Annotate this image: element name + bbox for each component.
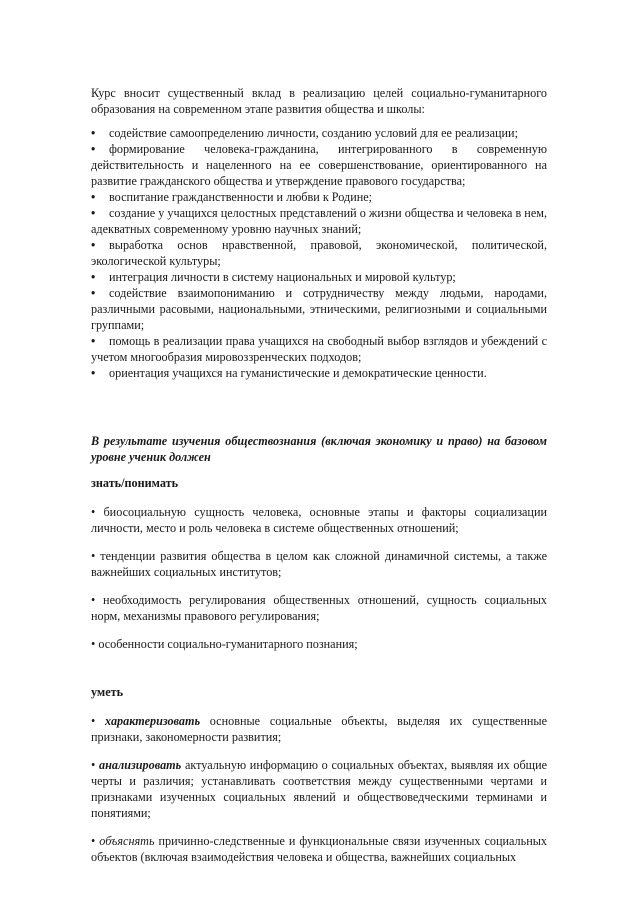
list-item [91,333,547,365]
goals-list [91,125,547,381]
list-item [91,365,547,381]
goal-text: помощь в реализации права учащихся на свободный выбор взглядов и убеждений с учетом многообразия мировоззренческих подходов; [91,334,547,364]
goal-text: ориентация учащихся на гуманистические и демократические ценности. [109,366,487,380]
goal-text: содействие самоопределению личности, созданию условий для ее реализации; [109,126,518,140]
know-item: • биосоциальную сущность человека, основные этапы и факторы социализации личности, место и роль человека в системе общественных отношений; [91,505,547,535]
bullet-icon: • [91,190,96,204]
can-heading: уметь [91,685,124,699]
bullet-icon: • [91,270,96,284]
goal-text: создание у учащихся целостных представлений о жизни общества и человека в нем, адекватных современному уровню научных знаний; [91,206,547,236]
list-item [91,125,547,141]
intro-paragraph: Курс вносит существенный вклад в реализацию целей социально-гуманитарного образования на современном этапе развития общества и школы: [91,86,547,116]
list-item [91,141,547,189]
list-item [91,237,547,269]
section-gap [91,664,547,684]
bullet-icon: • [91,126,96,140]
goal-text: содействие взаимопониманию и сотрудничеству между людьми, народами, различными расовыми, национальными, этническими, религиозными и социальными группами; [91,286,547,332]
list-item [91,189,547,205]
item-text: актуальную информацию о социальных объектах, выявляя их общие черты и различия; устанавливать соответствия между существенными чертами и признаками изученных социальных явлений и обществоведческими терминами и понятиями; [91,758,547,820]
know-heading: знать/понимать [91,476,179,490]
item-bullet: • [91,834,100,848]
bullet-icon: • [91,334,96,348]
goal-text: формирование человека-гражданина, интегрированного в современную действительность и нацеленного на ее совершенствование, ориентированного на развитие гражданского общества и утверждение правового государства; [91,142,547,188]
know-item: • тенденции развития общества в целом как сложной динамичной системы, а также важнейших социальных институтов; [91,549,547,579]
item-keyword: объяснять [99,834,155,848]
can-item [91,757,547,821]
list-item [91,205,547,237]
bullet-icon: • [91,206,96,220]
item-bullet: • [91,714,106,728]
list-item [91,285,547,333]
bullet-icon: • [91,366,96,380]
item-text: основные социальные объекты, выделяя их существенные признаки, закономерности развития; [91,714,547,744]
goal-text: интеграция личности в систему национальных и мировой культур; [109,270,456,284]
item-text: причинно-следственные и функциональные связи изученных социальных объектов (включая взаимодействия человека и общества, важнейших социальных [91,834,547,864]
bullet-icon: • [91,238,96,252]
item-bullet: • [91,758,99,772]
know-item: • необходимость регулирования общественных отношений, сущность социальных норм, механизмы правового регулирования; [91,593,547,623]
bullet-icon: • [91,286,96,300]
can-item [91,833,547,865]
item-keyword: анализировать [99,758,182,772]
can-item [91,713,547,745]
result-heading: В результате изучения обществознания (включая экономику и право) на базовом уровне ученик должен [91,434,547,464]
section-gap [91,381,547,433]
goal-text: выработка основ нравственной, правовой, экономической, политической, экологической культуры; [91,238,547,268]
goal-text: воспитание гражданственности и любви к Родине; [109,190,373,204]
bullet-icon: • [91,142,96,156]
item-keyword: характеризовать [105,714,201,728]
know-item: • особенности социально-гуманитарного познания; [91,637,358,651]
list-item [91,269,547,285]
